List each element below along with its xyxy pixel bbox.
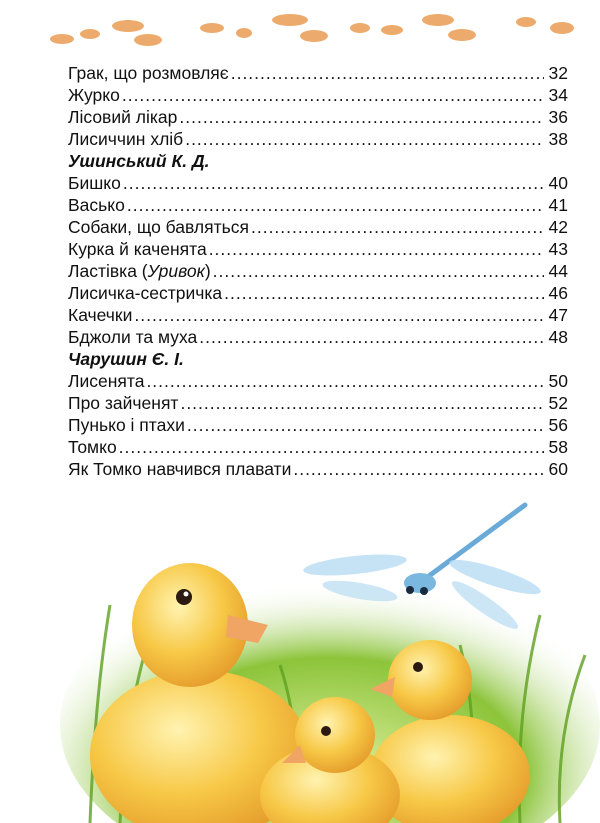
toc-page-number: 38	[548, 129, 568, 149]
toc-entry-title: Бджоли та муха	[68, 327, 198, 347]
toc-entry	[68, 106, 568, 128]
toc-entry	[68, 260, 568, 282]
toc-entry-title: Про зайченят	[68, 393, 179, 413]
toc-entry	[68, 436, 568, 458]
toc-page-number: 48	[548, 327, 568, 347]
toc-page-number: 60	[548, 459, 568, 479]
toc-entry	[68, 304, 568, 326]
toc-entry	[68, 370, 568, 392]
toc-page-number: 47	[548, 305, 568, 325]
toc-page-number: 44	[548, 261, 568, 281]
toc-entry	[68, 216, 568, 238]
toc-entry-title: Васько	[68, 195, 125, 215]
toc-page-number: 34	[548, 85, 568, 105]
toc-page-number: 50	[548, 371, 568, 391]
toc-author-heading: Ушинський К. Д.	[68, 151, 210, 171]
toc-entry-title: Курка й каченята	[68, 239, 207, 259]
toc-entry	[68, 172, 568, 194]
toc-page-number: 40	[548, 173, 568, 193]
toc-dot-leader	[251, 216, 544, 238]
toc-entry-title: Ластівка (Уривок)	[68, 261, 211, 281]
toc-entry-title: Собаки, що бавляться	[68, 217, 249, 237]
toc-entry-title: Журко	[68, 85, 120, 105]
toc-page-number: 52	[548, 393, 568, 413]
toc-entry	[68, 62, 568, 84]
toc-entry-title: Як Томко навчився плавати	[68, 459, 292, 479]
toc-page-number: 36	[548, 107, 568, 127]
toc-entry-title: Бишко	[68, 173, 121, 193]
toc-page-number: 46	[548, 283, 568, 303]
decorative-top-border	[0, 0, 600, 60]
toc-entry	[68, 282, 568, 304]
toc-dot-leader	[209, 238, 544, 260]
toc-dot-leader	[293, 458, 544, 480]
toc-dot-leader	[180, 392, 544, 414]
toc-dot-leader	[213, 260, 544, 282]
toc-page-number: 42	[548, 217, 568, 237]
toc-entry	[68, 414, 568, 436]
toc-dot-leader	[119, 436, 544, 458]
toc-page-number: 43	[548, 239, 568, 259]
toc-entry	[68, 326, 568, 348]
toc-page-number: 56	[548, 415, 568, 435]
toc-entry-title: Томко	[68, 437, 117, 457]
table-of-contents	[68, 62, 568, 480]
toc-dot-leader	[123, 172, 544, 194]
toc-entry-title: Лісовий лікар	[68, 107, 178, 127]
toc-entry-title: Лисиччин хліб	[68, 129, 184, 149]
toc-entry-title: Качечки	[68, 305, 133, 325]
toc-entry	[68, 128, 568, 150]
toc-entry-title-italic: Уривок	[147, 261, 205, 281]
toc-entry-title: Пунько і птахи	[68, 415, 185, 435]
toc-dot-leader	[199, 326, 544, 348]
toc-dot-leader	[134, 304, 544, 326]
toc-author-heading: Чарушин Є. І.	[68, 349, 184, 369]
toc-page-number: 58	[548, 437, 568, 457]
toc-dot-leader	[187, 414, 544, 436]
toc-page-number: 32	[548, 63, 568, 83]
toc-entry	[68, 458, 568, 480]
toc-entry	[68, 194, 568, 216]
toc-dot-leader	[185, 128, 544, 150]
toc-dot-leader	[179, 106, 544, 128]
toc-dot-leader	[127, 194, 544, 216]
toc-entry-title: Грак, що розмовляє	[68, 63, 229, 83]
toc-dot-leader	[122, 84, 544, 106]
toc-dot-leader	[224, 282, 544, 304]
toc-entry-title: Лисенята	[68, 371, 145, 391]
toc-dot-leader	[146, 370, 544, 392]
toc-entry	[68, 392, 568, 414]
toc-dot-leader	[231, 62, 544, 84]
ducklings-illustration	[0, 495, 600, 823]
toc-entry	[68, 238, 568, 260]
toc-entry-title: Лисичка-сестричка	[68, 283, 223, 303]
toc-entry	[68, 84, 568, 106]
toc-page-number: 41	[548, 195, 568, 215]
